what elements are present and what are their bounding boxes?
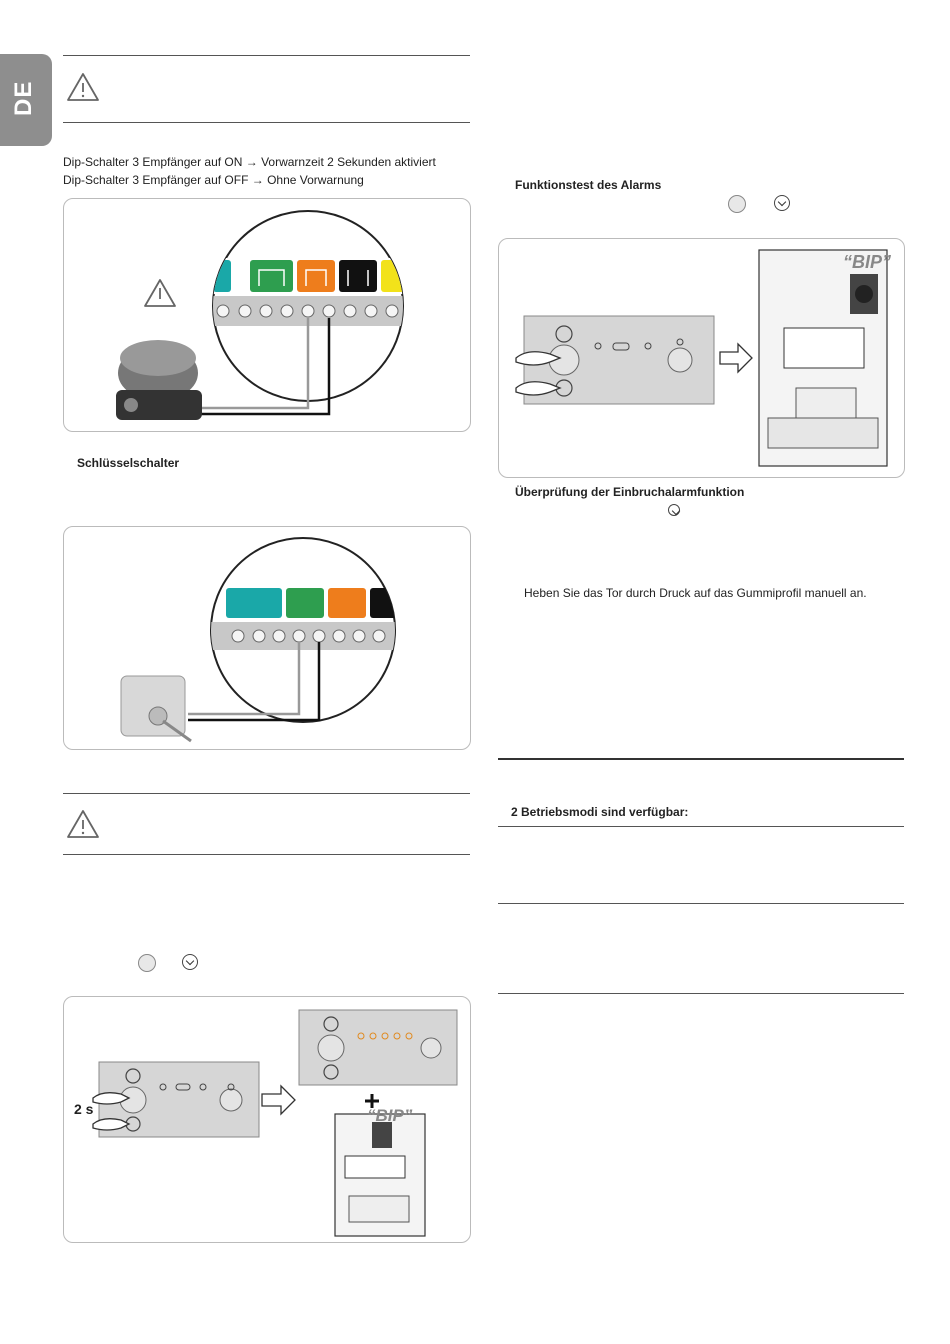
divider bbox=[63, 793, 470, 794]
divider bbox=[63, 854, 470, 855]
divider bbox=[498, 826, 904, 827]
chevron-down-icon bbox=[668, 504, 680, 516]
key-switch-wiring-illustration bbox=[63, 526, 469, 748]
divider bbox=[63, 122, 470, 123]
language-tab-label: DE bbox=[10, 80, 37, 116]
alarm-test-illustration bbox=[498, 238, 903, 476]
warning-icon bbox=[66, 809, 100, 839]
burglary-check-heading: Überprüfung der Einbruchalarmfunktion bbox=[515, 485, 745, 499]
round-button-icon bbox=[138, 954, 156, 972]
alarm-test-heading: Funktionstest des Alarms bbox=[515, 178, 662, 192]
divider bbox=[63, 55, 470, 56]
divider bbox=[498, 758, 904, 760]
warning-icon bbox=[66, 72, 100, 102]
divider bbox=[498, 903, 904, 904]
dip-switch-off-text: Dip-Schalter 3 Empfänger auf OFF → Ohne Vorwarnung bbox=[63, 173, 364, 187]
bip-label: “BIP” bbox=[367, 1106, 413, 1125]
chevron-down-icon bbox=[182, 954, 198, 970]
press-duration-label: 2 s bbox=[74, 1101, 94, 1117]
chevron-down-icon bbox=[774, 195, 790, 211]
divider bbox=[498, 993, 904, 994]
lift-gate-text: Heben Sie das Tor durch Druck auf das Gummiprofil manuell an. bbox=[524, 586, 867, 600]
dip-switch-on-text: Dip-Schalter 3 Empfänger auf ON → Vorwarnzeit 2 Sekunden aktiviert bbox=[63, 155, 436, 169]
round-button-icon bbox=[728, 195, 746, 213]
warning-light-wiring-illustration bbox=[63, 198, 469, 430]
bip-label: “BIP” bbox=[843, 252, 892, 272]
key-switch-heading: Schlüsselschalter bbox=[77, 456, 180, 470]
operating-modes-heading: 2 Betriebsmodi sind verfügbar: bbox=[511, 805, 689, 819]
language-tab bbox=[0, 54, 52, 146]
